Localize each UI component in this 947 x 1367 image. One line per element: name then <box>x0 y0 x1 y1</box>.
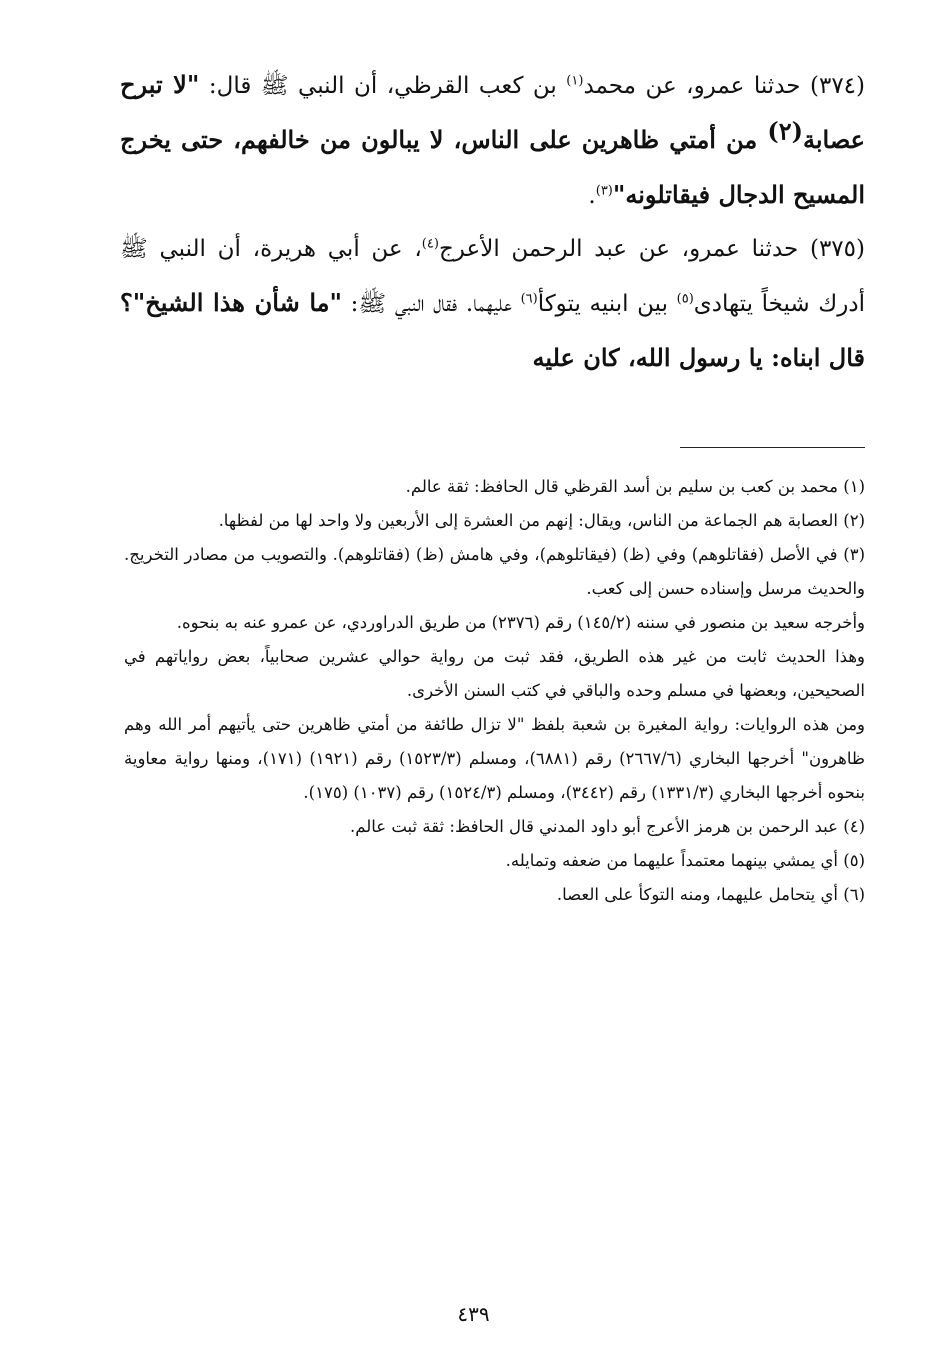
footnote-5: (٥) أي يمشي بينهما معتمداً عليهما من ضعفه وتمايله. <box>505 851 865 870</box>
footnote-4: (٤) عبد الرحمن بن هرمز الأعرج أبو داود المدني قال الحافظ: ثقة ثبت عالم. <box>349 817 865 836</box>
matn-text: "لا تبرح عصابة <box>120 70 865 154</box>
matn-text: من أمتي ظاهرين على الناس، لا يبالون من خالفهم، حتى يخرج المسيح الدجال فيقاتلونه" <box>120 125 865 209</box>
footnote-ref[interactable]: (٢) <box>767 116 803 146</box>
hadith-375 <box>120 223 865 386</box>
footnote-ref[interactable]: (٣) <box>595 183 613 199</box>
isnad-text: حدثنا عمرو، عن عبد الرحمن الأعرج <box>438 236 799 262</box>
hadith-number: (٣٧٤) <box>809 73 866 99</box>
punctuation: . <box>588 183 596 209</box>
main-text <box>120 58 865 386</box>
footnote-separator <box>680 447 865 448</box>
hadith-374 <box>120 58 865 223</box>
footnote-3: (٣) في الأصل (فقاتلوهم) وفي (ظ) (فيقاتلوهم)، وفي هامش (ظ) (فقاتلوهم). والتصويب من مصادر التخريج. والحديث مرسل وإسناده حسن إلى كعب. <box>124 545 865 598</box>
footnote-2: (٢) العصابة هم الجماعة من الناس، ويقال: إنهم من العشرة إلى الأربعين ولا واحد لها من لفظها. <box>218 511 865 530</box>
isnad-text: عليهما. فقال النبي ﷺ: <box>350 291 521 317</box>
isnad-text: حدثنا عمرو، عن محمد <box>583 73 801 99</box>
footnote-6: (٦) أي يتحامل عليهما، ومنه التوكأ على العصا. <box>556 885 865 904</box>
footnote-ref[interactable]: (٤) <box>421 236 439 252</box>
footnotes <box>124 470 865 912</box>
footnote-1: (١) محمد بن كعب بن سليم بن أسد القرظي قال الحافظ: ثقة عالم. <box>405 477 865 496</box>
isnad-text: ، عن أبي هريرة، أن النبي ﷺ أدرك شيخاً يتهادى <box>120 236 865 317</box>
matn-text: "ما شأن هذا الشيخ"؟ قال ابناه: يا رسول الله، كان عليه <box>120 288 865 372</box>
isnad-text: بن كعب القرظي، أن النبي ﷺ قال: <box>208 73 567 99</box>
footnote-3-continuation: ومن هذه الروايات: رواية المغيرة بن شعبة بلفظ "لا تزال طائفة من أمتي ظاهرين حتى يأتيهم أمر الله وهم ظاهرون" أخرجها البخاري (٢٦٦٧/٦) رقم (٦٨٨١)، ومسلم (١٥٢٣/٣) رقم (١٩٢١) (١٧١)، ومنها رواية معاوية بنحوه أخرجها البخاري (١٣٣١/٣) رقم (٣٤٤٢)، ومسلم (١٥٢٤/٣) رقم (١٠٣٧) (١٧٥). <box>124 715 866 802</box>
footnote-ref[interactable]: (٥) <box>676 291 694 307</box>
page-number: ٤٣٩ <box>457 1302 490 1326</box>
footnote-ref[interactable]: (٦) <box>520 291 538 307</box>
footnote-3-continuation: وأخرجه سعيد بن منصور في سننه (١٤٥/٢) رقم (٢٣٧٦) من طريق الدراوردي، عن عمرو عنه به بنحوه. <box>176 613 865 632</box>
footnote-ref[interactable]: (١) <box>566 73 584 89</box>
footnote-3-continuation: وهذا الحديث ثابت من غير هذه الطريق، فقد ثبت من رواية حوالي عشرين صحابياً، بعض رواياتهم في الصحيحين، وبعضها في مسلم وحده والباقي في كتب السنن الأخرى. <box>124 647 865 700</box>
hadith-number: (٣٧٥) <box>809 236 865 262</box>
isnad-text: بين ابنيه يتوكأ <box>537 291 677 317</box>
